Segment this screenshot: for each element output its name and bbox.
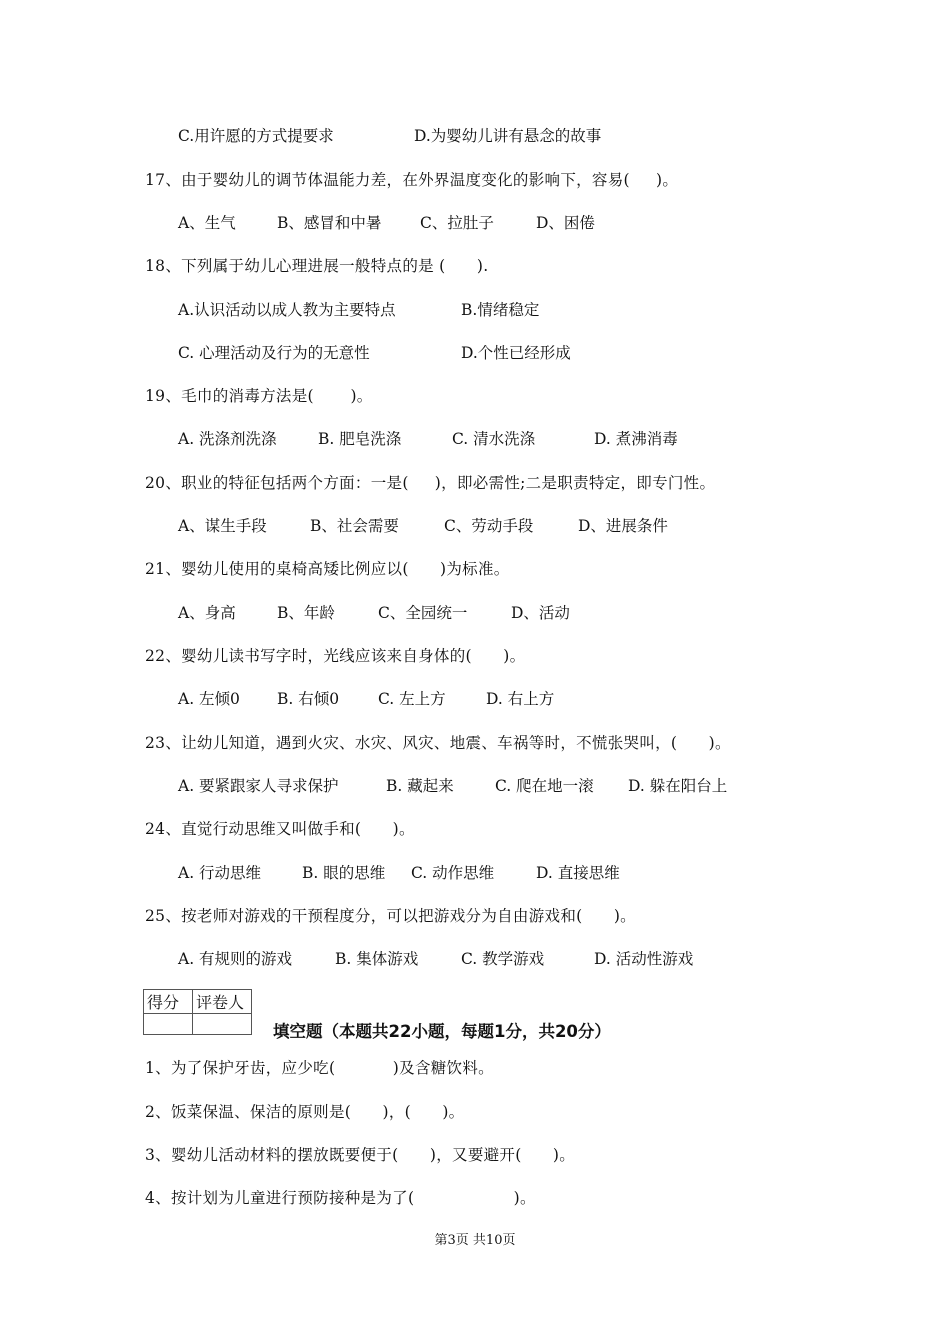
q23-option-d: D. 躲在阳台上 (628, 777, 728, 795)
q24-option-b: B. 眼的思维 (302, 864, 386, 882)
q24-option-c: C. 动作思维 (411, 864, 495, 882)
q23-option-c: C. 爬在地一滚 (495, 777, 594, 795)
q24-option-d: D. 直接思维 (536, 864, 620, 882)
q17-option-d: D、困倦 (536, 214, 595, 232)
q17-option-a: A、生气 (178, 214, 236, 232)
reviewer-header: 评卷人 (193, 990, 252, 1014)
fill-in-2: 2、饭菜保温、保洁的原则是( )，( )。 (145, 1103, 465, 1121)
score-header: 得分 (144, 990, 193, 1014)
q21-option-b: B、年龄 (277, 604, 335, 622)
q25-option-d: D. 活动性游戏 (594, 950, 694, 968)
q21-option-a: A、身高 (178, 604, 236, 622)
q22-option-d: D. 右上方 (486, 690, 555, 708)
question-24-stem: 24、直觉行动思维又叫做手和( )。 (145, 820, 415, 838)
q20-option-c: C、劳动手段 (444, 517, 534, 535)
q19-option-c: C. 清水洗涤 (452, 430, 536, 448)
q20-option-a: A、谋生手段 (178, 517, 267, 535)
q25-option-c: C. 教学游戏 (461, 950, 545, 968)
q23-option-a: A. 要紧跟家人寻求保护 (178, 777, 339, 795)
q19-option-a: A. 洗涤剂洗涤 (178, 430, 277, 448)
q20-option-b: B、社会需要 (310, 517, 399, 535)
question-25-stem: 25、按老师对游戏的干预程度分，可以把游戏分为自由游戏和( )。 (145, 907, 636, 925)
score-table (143, 989, 252, 1035)
q17-option-b: B、感冒和中暑 (277, 214, 382, 232)
q16-option-d: D.为婴幼儿讲有悬念的故事 (414, 127, 602, 145)
q25-option-a: A. 有规则的游戏 (178, 950, 293, 968)
score-cell (144, 1014, 193, 1035)
question-18-stem: 18、下列属于幼儿心理进展一般特点的是 ( ). (145, 257, 489, 275)
q18-option-c: C. 心理活动及行为的无意性 (178, 344, 370, 362)
question-23-stem: 23、让幼儿知道，遇到火灾、水灾、风灾、地震、车祸等时，不慌张哭叫，( )。 (145, 734, 731, 752)
question-20-stem: 20、职业的特征包括两个方面：一是( )，即必需性;二是职责特定，即专门性。 (145, 474, 716, 492)
fill-in-1: 1、为了保护牙齿，应少吃( )及含糖饮料。 (145, 1059, 494, 1077)
q18-option-b: B.情绪稳定 (461, 301, 540, 319)
fill-in-3: 3、婴幼儿活动材料的摆放既要便于( )，又要避开( )。 (145, 1146, 576, 1164)
page-footer: 第3页 共10页 (434, 1233, 516, 1248)
q24-option-a: A. 行动思维 (178, 864, 262, 882)
question-22-stem: 22、婴幼儿读书写字时，光线应该来自身体的( )。 (145, 647, 526, 665)
q25-option-b: B. 集体游戏 (335, 950, 419, 968)
section-title: 填空题（本题共22小题，每题1分，共20分） (273, 1022, 611, 1041)
question-21-stem: 21、婴幼儿使用的桌椅高矮比例应以( )为标准。 (145, 560, 510, 578)
q19-option-b: B. 肥皂洗涤 (318, 430, 402, 448)
q20-option-d: D、进展条件 (578, 517, 668, 535)
fill-in-4: 4、按计划为儿童进行预防接种是为了( )。 (145, 1189, 536, 1207)
q21-option-c: C、全园统一 (378, 604, 468, 622)
q21-option-d: D、活动 (511, 604, 570, 622)
q19-option-d: D. 煮沸消毒 (594, 430, 678, 448)
q22-option-b: B. 右倾0 (277, 690, 340, 708)
q22-option-c: C. 左上方 (378, 690, 446, 708)
q16-option-c: C.用许愿的方式提要求 (178, 127, 334, 145)
q17-option-c: C、拉肚子 (420, 214, 494, 232)
q22-option-a: A. 左倾0 (178, 690, 240, 708)
question-17-stem: 17、由于婴幼儿的调节体温能力差，在外界温度变化的影响下，容易( )。 (145, 171, 679, 189)
q23-option-b: B. 藏起来 (386, 777, 454, 795)
question-19-stem: 19、毛巾的消毒方法是( )。 (145, 387, 373, 405)
q18-option-d: D.个性已经形成 (461, 344, 571, 362)
q18-option-a: A.认识活动以成人教为主要特点 (178, 301, 396, 319)
reviewer-cell (193, 1014, 252, 1035)
